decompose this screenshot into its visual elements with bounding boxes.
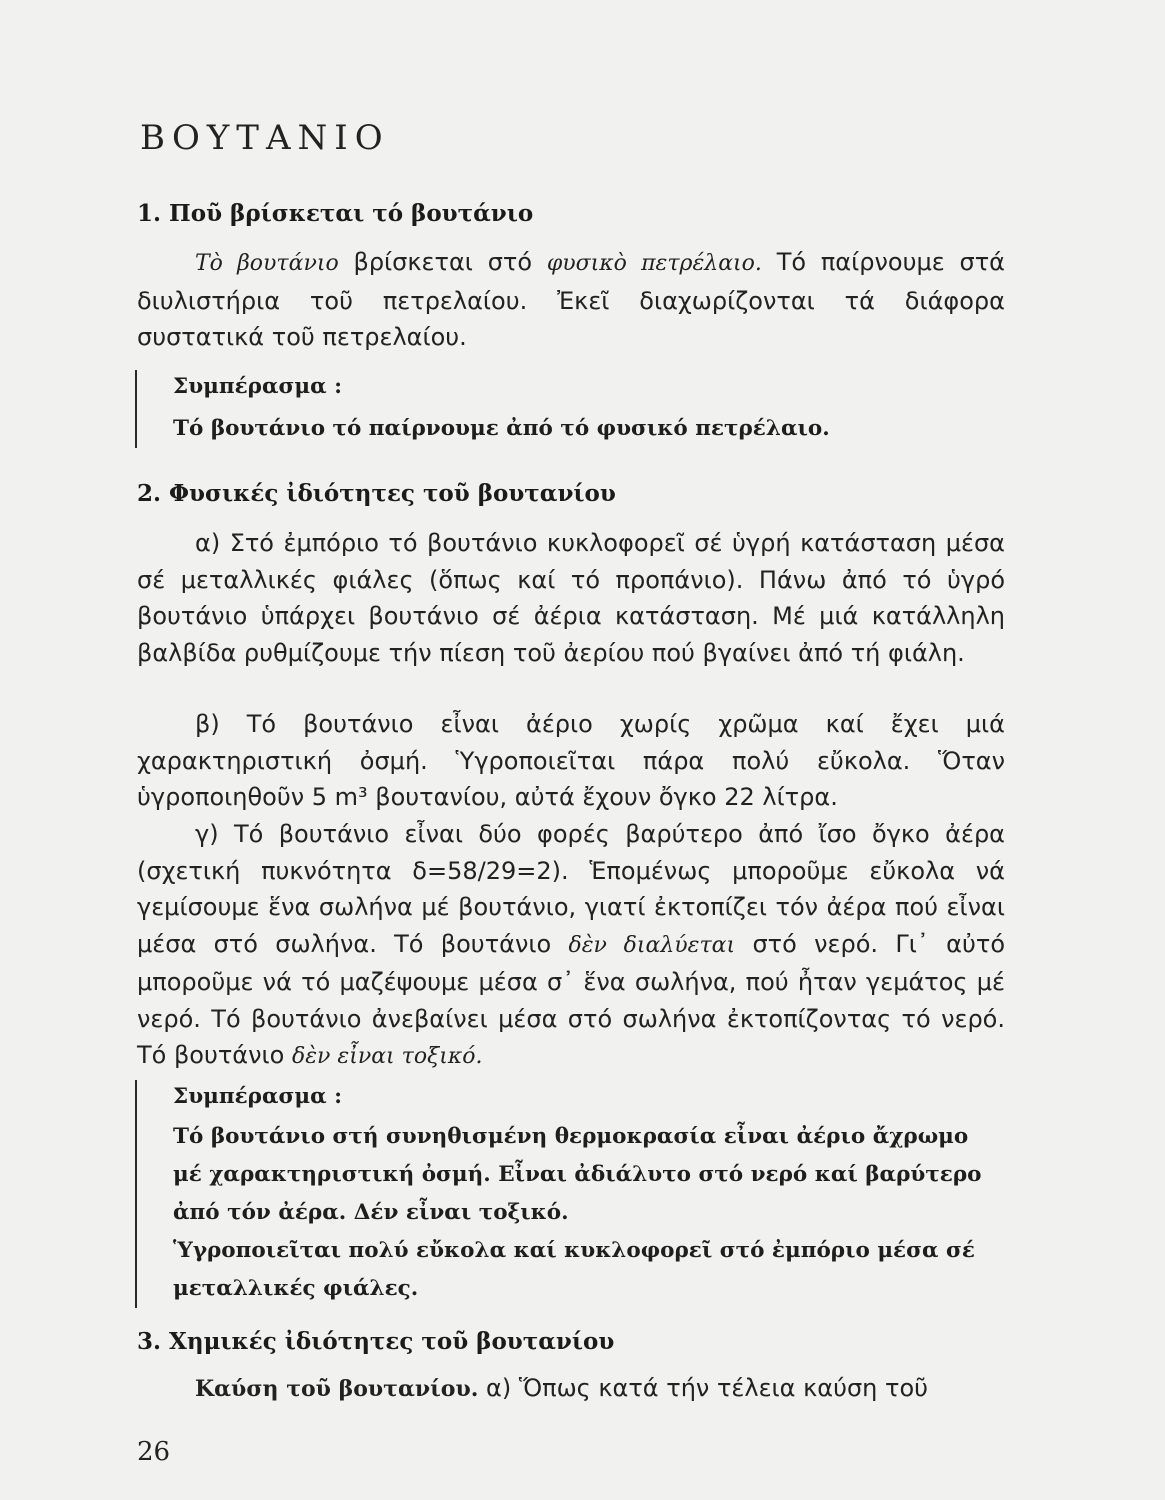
conclusion-line: Ὑγροποιεῖται πολύ εὔκολα καί κυκλοφορεῖ στό ἐμπόριο μέσα σέ: [173, 1238, 975, 1263]
italic-term: φυσικὸ πετρέλαιο.: [546, 251, 762, 276]
section-1-paragraph: Τὸ βουτάνιο βρίσκεται στό φυσικὸ πετρέλαιο. Τό παίρνουμε στά διυλιστήρια τοῦ πετρελαίου. Ἐκεῖ διαχωρίζονται τά διάφορα συστατικά τοῦ πετρελαίου.: [137, 248, 1005, 351]
section-3-heading: 3. Χημικές ἰδιότητες τοῦ βουτανίου: [137, 1328, 615, 1355]
section-3-paragraph: Καύση τοῦ βουτανίου. α) Ὅπως κατά τήν τέλεια καύση τοῦ: [195, 1374, 929, 1402]
conclusion-label: Συμπέρασμα :: [173, 374, 343, 399]
conclusion-label: Συμπέρασμα :: [173, 1084, 343, 1109]
section-2-heading: 2. Φυσικές ἰδιότητες τοῦ βουτανίου: [137, 480, 616, 507]
conclusion-box-1: [135, 370, 1007, 448]
bold-lead: Καύση τοῦ βουτανίου.: [195, 1376, 479, 1402]
section-1-heading: 1. Ποῦ βρίσκεται τό βουτάνιο: [137, 200, 534, 227]
paragraph-b: β) Τό βουτάνιο εἶναι ἀέριο χωρίς χρῶμα καί ἔχει μιά χαρακτηριστική ὀσμή. Ὑγροποιεῖται πάρα πολύ εὔκολα. Ὅταν ὑγροποιηθοῦν 5 m³ βουτανίου, αὐτά ἔχουν ὄγκο 22 λίτρα.: [137, 710, 1005, 811]
conclusion-line: Τό βουτάνιο στή συνηθισμένη θερμοκρασία εἶναι ἀέριο ἄχρωμο: [173, 1124, 969, 1149]
paragraph-c: γ) Τό βουτάνιο εἶναι δύο φορές βαρύτερο ἀπό ἴσο ὄγκο ἀέρα (σχετική πυκνότητα δ=58/29=2). Ἑπομένως μποροῦμε εὔκολα νά γεμίσουμε ἕνα σωλήνα μέ βουτάνιο, γιατί ἐκτοπίζει τόν ἀέρα πού εἶναι μέσα στό σωλήνα. Τό βουτάνιο δὲν διαλύεται στό νερό. Γι᾽ αὐτό μποροῦμε νά τό μαζέψουμε μέσα σ᾽ ἕνα σωλήνα, πού ἦταν γεμάτος μέ νερό. Τό βουτάνιο ἀνεβαίνει μέσα στό σωλήνα ἐκτοπίζοντας τό νερό. Τό βουτάνιο δὲν εἶναι τοξικό.: [137, 820, 1005, 1069]
italic-phrase: δὲν διαλύεται: [568, 932, 736, 958]
conclusion-text: Τό βουτάνιο τό παίρνουμε ἀπό τό φυσικό πετρέλαιο.: [173, 416, 830, 441]
conclusion-line: μέ χαρακτηριστική ὀσμή. Εἶναι ἀδιάλυτο στό νερό καί βαρύτερο: [173, 1162, 982, 1187]
page-title: ΒΟΥΤΑΝΙΟ: [140, 118, 390, 158]
paragraph-a: α) Στό ἐμπόριο τό βουτάνιο κυκλοφορεῖ σέ ὑγρή κατάσταση μέσα σέ μεταλλικές φιάλες (ὅπως καί τό προπάνιο). Πάνω ἀπό τό ὑγρό βουτάνιο ὑπάρχει βουτάνιο σέ ἀέρια κατάσταση. Μέ μιά κατάλληλη βαλβίδα ρυθμίζουμε τήν πίεση τοῦ ἀερίου πού βγαίνει ἀπό τή φιάλη.: [137, 529, 1005, 667]
italic-phrase: δὲν εἶναι τοξικό.: [291, 1044, 483, 1069]
conclusion-box-2: [135, 1080, 1007, 1308]
page-number: 26: [137, 1437, 171, 1467]
conclusion-line: ἀπό τόν ἀέρα. Δέν εἶναι τοξικό.: [173, 1200, 569, 1225]
italic-term: Τὸ βουτάνιο: [195, 251, 339, 276]
conclusion-line: μεταλλικές φιάλες.: [173, 1276, 419, 1301]
